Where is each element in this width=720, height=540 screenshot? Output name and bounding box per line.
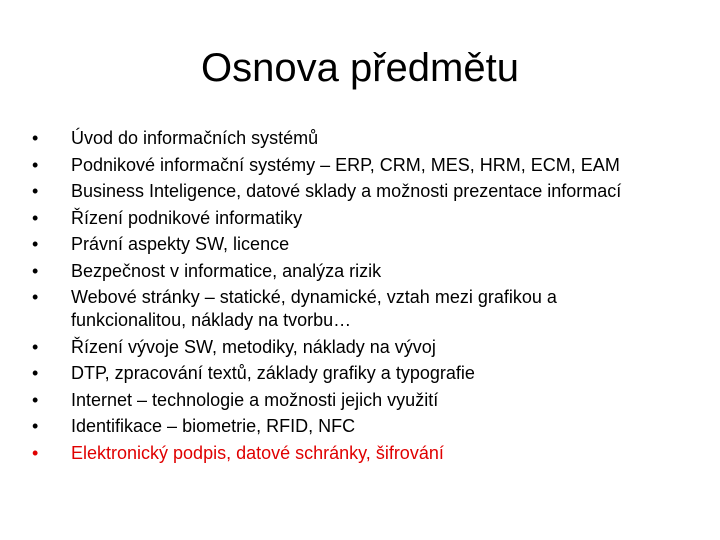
bullet-item bbox=[32, 233, 672, 256]
bullet-text: Bezpečnost v informatice, analýza rizik bbox=[71, 260, 382, 281]
bullet-icon: • bbox=[32, 207, 39, 228]
bullet-item bbox=[32, 362, 672, 385]
bullet-icon: • bbox=[32, 181, 39, 201]
bullet-item bbox=[32, 389, 672, 412]
bullet-item bbox=[32, 180, 672, 203]
bullet-icon: • bbox=[32, 389, 39, 410]
bullet-text: Úvod do informačních systémů bbox=[71, 128, 319, 148]
bullet-icon: • bbox=[32, 128, 39, 148]
slide-title: Osnova předmětu bbox=[201, 46, 519, 90]
bullet-text: Webové stránky – statické, dynamické, vztah mezi grafikou a funkcionalitou, náklady na tvorbu… bbox=[71, 287, 557, 330]
bullet-list bbox=[32, 127, 672, 468]
bullet-text: Identifikace – biometrie, RFID, NFC bbox=[71, 416, 356, 436]
bullet-text: Business Inteligence, datové sklady a možnosti prezentace informací bbox=[71, 181, 622, 201]
bullet-item bbox=[32, 336, 672, 359]
bullet-text: DTP, zpracování textů, základy grafiky a typografie bbox=[71, 363, 475, 383]
bullet-text: Elektronický podpis, datové schránky, šifrování bbox=[71, 442, 444, 463]
bullet-icon: • bbox=[32, 260, 39, 281]
bullet-text: Podnikové informační systémy – ERP, CRM, MES, HRM, ECM, EAM bbox=[71, 154, 620, 175]
bullet-icon: • bbox=[32, 234, 39, 254]
bullet-item bbox=[32, 207, 672, 230]
bullet-icon: • bbox=[32, 154, 39, 175]
bullet-item bbox=[32, 127, 672, 150]
bullet-icon: • bbox=[32, 287, 39, 307]
bullet-text: Právní aspekty SW, licence bbox=[71, 234, 290, 254]
bullet-icon: • bbox=[32, 363, 39, 383]
bullet-icon: • bbox=[32, 442, 39, 463]
bullet-icon: • bbox=[32, 416, 39, 436]
bullet-item-highlighted bbox=[32, 442, 672, 465]
bullet-item bbox=[32, 415, 672, 438]
bullet-item bbox=[32, 286, 672, 332]
bullet-text: Řízení vývoje SW, metodiky, náklady na vývoj bbox=[71, 336, 436, 357]
bullet-text: Řízení podnikové informatiky bbox=[71, 207, 303, 228]
bullet-text: Internet – technologie a možnosti jejich využití bbox=[71, 389, 439, 410]
bullet-icon: • bbox=[32, 336, 39, 357]
bullet-item bbox=[32, 154, 672, 177]
bullet-item bbox=[32, 260, 672, 283]
